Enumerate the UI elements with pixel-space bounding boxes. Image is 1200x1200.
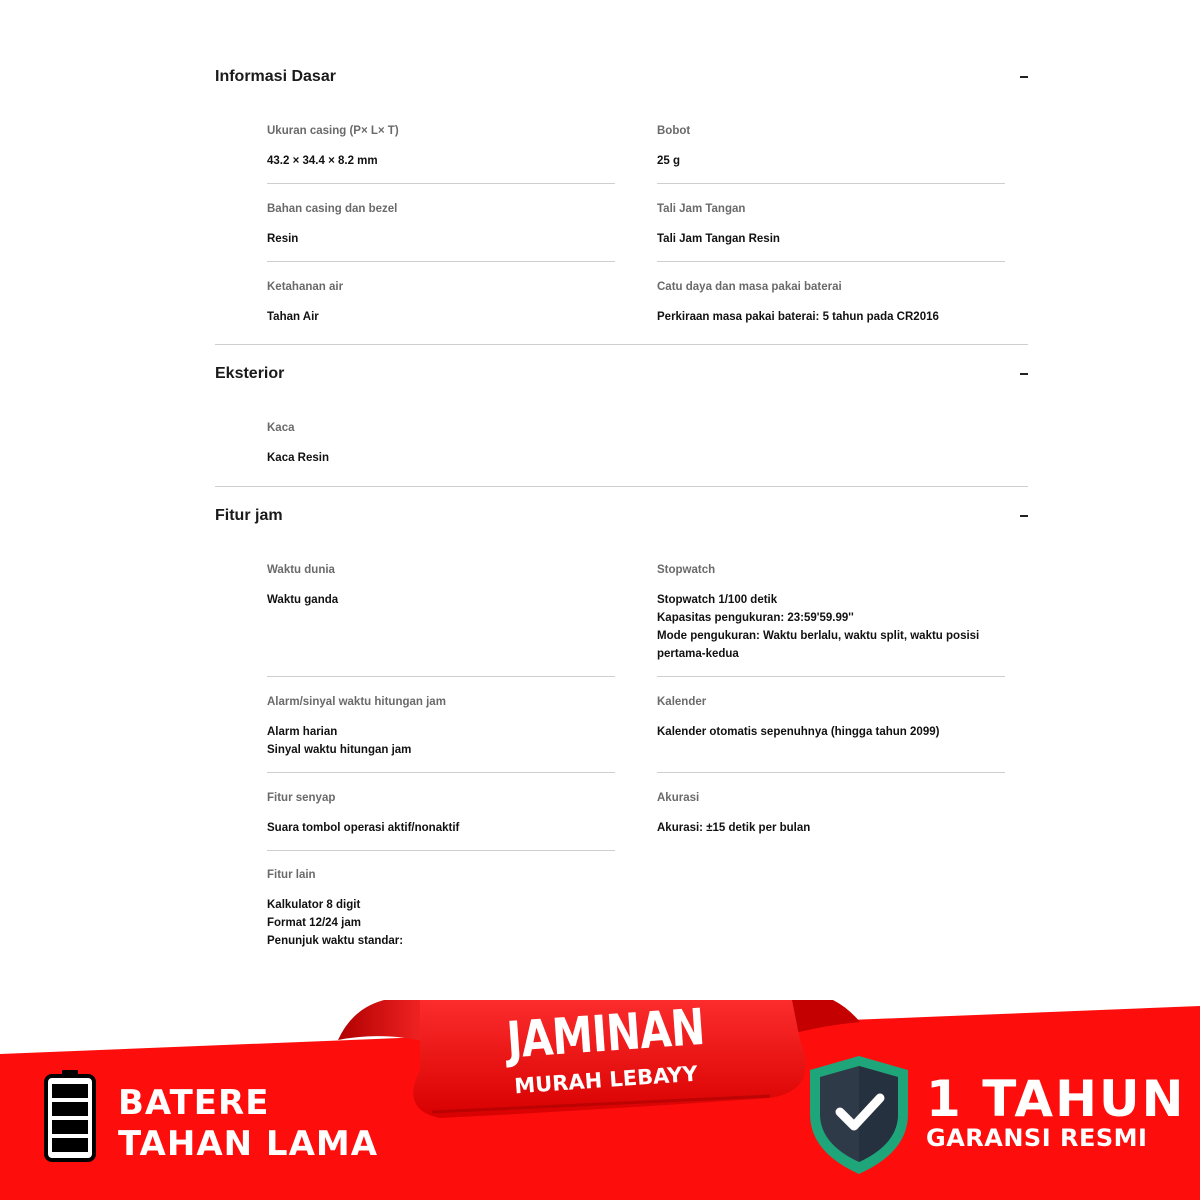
banner-center-title: JAMINAN [504, 997, 707, 1070]
spec-label: Alarm/sinyal waktu hitungan jam [267, 696, 446, 708]
item-divider [267, 261, 615, 262]
spec-value: Kalender otomatis sepenuhnya (hingga tahun 2099) [657, 726, 940, 738]
spec-item [267, 202, 615, 248]
spec-item [657, 202, 1005, 248]
spec-label: Waktu dunia [267, 564, 335, 576]
spec-label: Akurasi [657, 792, 700, 804]
section-divider [215, 344, 1028, 345]
shield-check-icon [808, 1054, 910, 1176]
spec-item [657, 695, 1005, 741]
spec-label: Fitur senyap [267, 792, 336, 804]
banner-right-line1: 1 TAHUN [926, 1070, 1186, 1128]
item-divider [657, 676, 1005, 677]
spec-label: Kalender [657, 696, 707, 708]
item-divider [267, 772, 615, 773]
spec-item [657, 563, 1009, 663]
spec-value: Resin [267, 233, 299, 245]
spec-label: Bahan casing dan bezel [267, 203, 398, 215]
spec-item [657, 124, 1005, 170]
spec-value: Kaca Resin [267, 452, 330, 464]
section-title: Informasi Dasar [215, 68, 336, 85]
item-divider [657, 183, 1005, 184]
spec-value: Perkiraan masa pakai baterai: 5 tahun pada CR2016 [657, 311, 939, 323]
minus-icon[interactable] [1020, 515, 1028, 517]
banner-left-line1: BATERE [118, 1083, 270, 1123]
spec-item [267, 124, 615, 170]
spec-value: Akurasi: ±15 detik per bulan [657, 822, 811, 834]
spec-value: 25 g [657, 155, 681, 167]
spec-label: Bobot [657, 125, 691, 137]
section-divider [215, 486, 1028, 487]
banner-center-subtitle: MURAH LEBAYY [513, 1061, 699, 1099]
spec-value: Kalkulator 8 digit Format 12/24 jam Penunjuk waktu standar: [267, 899, 404, 947]
spec-value: Waktu ganda [267, 594, 339, 606]
item-divider [267, 850, 615, 851]
banner-left-line2: TAHAN LAMA [118, 1124, 379, 1164]
spec-value: Tali Jam Tangan Resin [657, 233, 780, 245]
battery-icon [44, 1070, 96, 1162]
section-title: Fitur jam [215, 507, 283, 524]
spec-value: Suara tombol operasi aktif/nonaktif [267, 822, 460, 834]
spec-label: Fitur lain [267, 869, 316, 881]
spec-item [267, 280, 615, 326]
spec-value: 43.2 × 34.4 × 8.2 mm [267, 155, 378, 167]
section-header-fitur-jam[interactable] [215, 506, 1028, 526]
spec-value: Tahan Air [267, 311, 319, 323]
spec-item [267, 791, 615, 837]
spec-label: Tali Jam Tangan [657, 203, 746, 215]
spec-label: Ukuran casing (P× L× T) [267, 125, 399, 137]
minus-icon[interactable] [1020, 373, 1028, 375]
spec-item [267, 695, 615, 759]
spec-label: Kaca [267, 422, 295, 434]
spec-value: Stopwatch 1/100 detik Kapasitas pengukuran: 23:59'59.99'' Mode pengukuran: Waktu berlalu, waktu split, waktu posisi pertama-kedua [657, 594, 980, 660]
spec-item [267, 868, 615, 950]
section-title: Eksterior [215, 365, 285, 382]
minus-icon[interactable] [1020, 76, 1028, 78]
spec-label: Catu daya dan masa pakai baterai [657, 281, 842, 293]
spec-label: Stopwatch [657, 564, 716, 576]
item-divider [267, 183, 615, 184]
spec-item [267, 421, 615, 467]
item-divider [657, 261, 1005, 262]
spec-label: Ketahanan air [267, 281, 344, 293]
spec-item [657, 280, 1027, 326]
spec-item [267, 563, 615, 609]
section-header-informasi-dasar[interactable] [215, 67, 1028, 87]
spec-value: Alarm harian Sinyal waktu hitungan jam [267, 726, 412, 756]
item-divider [267, 676, 615, 677]
section-header-eksterior[interactable] [215, 364, 1028, 384]
item-divider [657, 772, 1005, 773]
banner-right-line2: GARANSI RESMI [926, 1124, 1148, 1152]
spec-item [657, 791, 1005, 837]
